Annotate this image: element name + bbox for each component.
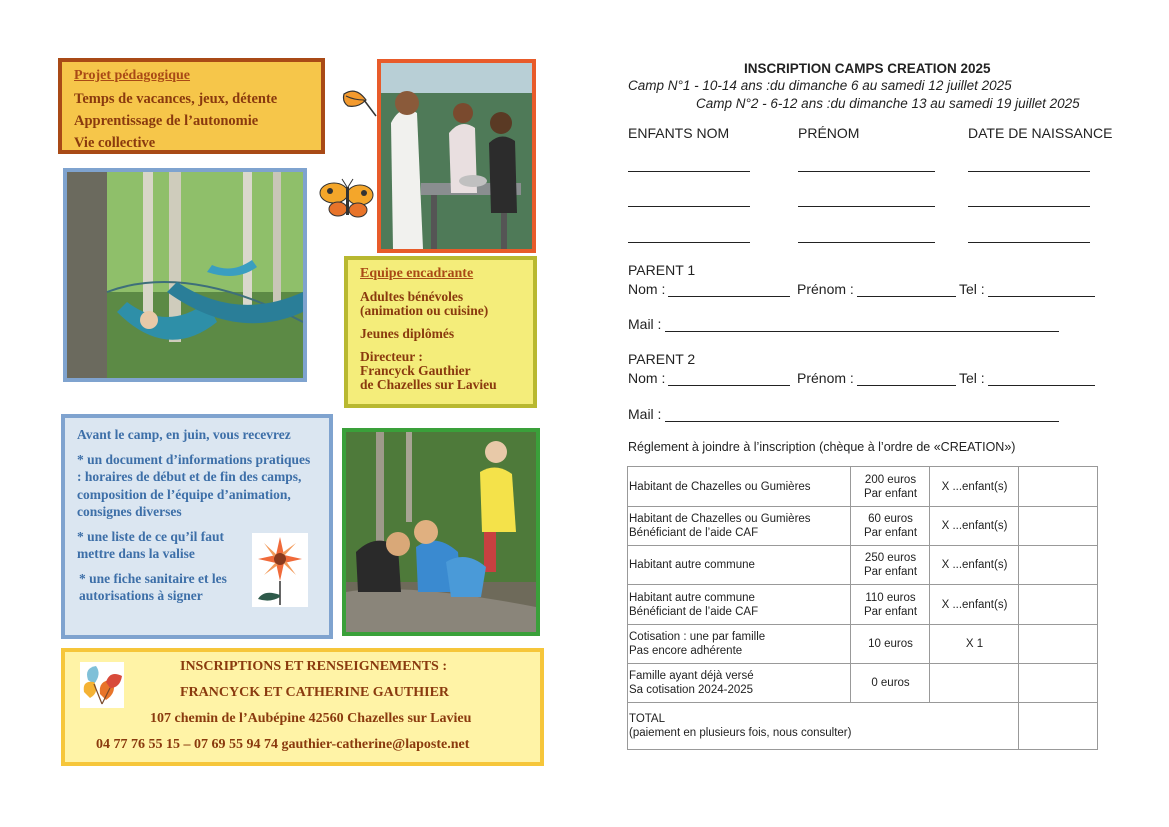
- projet-item: Temps de vacances, jeux, détente: [74, 91, 278, 107]
- child2-nom-field[interactable]: [628, 206, 750, 207]
- fee-price: 110 euros Par enfant: [851, 585, 930, 625]
- parent2-prenom-field[interactable]: [857, 385, 956, 386]
- directeur-label: Directeur :: [360, 349, 423, 364]
- fee-multiplier: X ...enfant(s): [930, 546, 1019, 585]
- fees-table: [627, 466, 1098, 750]
- camp2-dates: Camp N°2 - 6-12 ans :du dimanche 13 au samedi 19 juillet 2025: [696, 96, 1080, 111]
- parent1-tel-field[interactable]: [988, 296, 1095, 297]
- parent1-mail-label: Mail :: [628, 316, 662, 332]
- child1-nom-field[interactable]: [628, 171, 750, 172]
- child2-prenom-field[interactable]: [798, 206, 935, 207]
- camp1-dates: Camp N°1 - 10-14 ans :du dimanche 6 au samedi 12 juillet 2025: [628, 78, 1012, 93]
- equipe-directeur: [360, 350, 521, 392]
- fee-total-row: [628, 703, 1098, 750]
- projet-pedagogique-box: [58, 58, 325, 154]
- parent2-nom-field[interactable]: [668, 385, 790, 386]
- fee-price: 10 euros: [851, 625, 930, 664]
- fee-label: Habitant autre commune Bénéficiant de l’aide CAF: [628, 585, 851, 625]
- parent1-nom-field[interactable]: [668, 296, 790, 297]
- fee-label: Habitant autre commune: [628, 546, 851, 585]
- equipe-benevoles: Adultes bénévoles (animation ou cuisine): [360, 289, 489, 318]
- parent2-heading: PARENT 2: [628, 351, 696, 367]
- directeur-town: de Chazelles sur Lavieu: [360, 377, 497, 392]
- child3-nom-field[interactable]: [628, 242, 750, 243]
- photo-kids-stream: [342, 428, 540, 636]
- photo-cooking: [377, 59, 536, 253]
- reglement-note: Réglement à joindre à l’inscription (chèque à l’ordre de «CREATION»): [628, 440, 1016, 454]
- inscriptions-box: [61, 648, 544, 766]
- fee-label: Cotisation : une par famille Pas encore adhérente: [628, 625, 851, 664]
- leaf-icon: [340, 86, 380, 122]
- parent2-nom-label: Nom :: [628, 370, 666, 386]
- fee-row: [628, 625, 1098, 664]
- parent2-mail-label: Mail :: [628, 406, 662, 422]
- parent2-mail-field[interactable]: [665, 421, 1059, 422]
- projet-title: Projet pédagogique: [74, 68, 191, 83]
- parent2-tel-field[interactable]: [988, 385, 1095, 386]
- equipe-encadrante-box: [344, 256, 537, 408]
- projet-item: Apprentissage de l’autonomie: [74, 113, 259, 129]
- parent2-tel-label: Tel :: [959, 370, 985, 386]
- fee-price: 250 euros Par enfant: [851, 546, 930, 585]
- parent1-nom-label: Nom :: [628, 281, 666, 297]
- insc-contact: 04 77 76 55 15 – 07 69 55 94 74 gauthier-catherine@laposte.net: [96, 737, 470, 752]
- flower-icon: [252, 533, 308, 607]
- avant-item-liste: * une liste de ce qu’il faut mettre dans la valise: [77, 528, 224, 561]
- fee-multiplier: X ...enfant(s): [930, 585, 1019, 625]
- col-header-nom: ENFANTS NOM: [628, 125, 730, 141]
- projet-item: Vie collective: [74, 135, 156, 151]
- col-header-prenom: PRÉNOM: [798, 125, 860, 141]
- fee-price: 60 euros Par enfant: [851, 507, 930, 546]
- avant-item-fiche: * une fiche sanitaire et les autorisations à signer: [79, 570, 227, 603]
- fee-amount-cell[interactable]: [1019, 467, 1098, 507]
- fee-row: [628, 507, 1098, 546]
- insc-names: FRANCYCK ET CATHERINE GAUTHIER: [180, 685, 450, 700]
- forest-hammock-image: [67, 172, 303, 378]
- cooking-image: [381, 63, 532, 249]
- parent1-heading: PARENT 1: [628, 262, 696, 278]
- child1-date-field[interactable]: [968, 171, 1090, 172]
- fee-label: Habitant de Chazelles ou Gumières Bénéficiant de l’aide CAF: [628, 507, 851, 546]
- avant-intro: Avant le camp, en juin, vous recevrez: [77, 427, 291, 442]
- child1-prenom-field[interactable]: [798, 171, 935, 172]
- equipe-title: Equipe encadrante: [360, 266, 474, 281]
- child3-prenom-field[interactable]: [798, 242, 935, 243]
- child2-date-field[interactable]: [968, 206, 1090, 207]
- fee-row: [628, 664, 1098, 703]
- fee-label: Habitant de Chazelles ou Gumières: [628, 467, 851, 507]
- child3-date-field[interactable]: [968, 242, 1090, 243]
- fee-price: 200 euros Par enfant: [851, 467, 930, 507]
- equipe-diplomes: Jeunes diplômés: [360, 326, 455, 341]
- parent1-prenom-field[interactable]: [857, 296, 956, 297]
- fee-amount-cell[interactable]: [1019, 585, 1098, 625]
- fee-row: [628, 546, 1098, 585]
- fee-multiplier: X ...enfant(s): [930, 507, 1019, 546]
- parent1-prenom-label: Prénom :: [797, 281, 854, 297]
- fee-multiplier: X 1: [930, 625, 1019, 664]
- fee-amount-cell[interactable]: [1019, 664, 1098, 703]
- directeur-name: Francyck Gauthier: [360, 363, 471, 378]
- insc-title: INSCRIPTIONS ET RENSEIGNEMENTS :: [180, 659, 447, 674]
- insc-address: 107 chemin de l’Aubépine 42560 Chazelles sur Lavieu: [150, 711, 472, 726]
- butterfly-icon: [318, 177, 376, 221]
- fee-row: [628, 585, 1098, 625]
- fee-price: 0 euros: [851, 664, 930, 703]
- kids-stream-image: [346, 432, 536, 632]
- fee-total-cell[interactable]: [1019, 703, 1098, 750]
- photo-hammocks: [63, 168, 307, 382]
- fee-label: Famille ayant déjà versé Sa cotisation 2024-2025: [628, 664, 851, 703]
- col-header-date: DATE DE NAISSANCE: [968, 125, 1113, 141]
- avant-item-document: * un document d’informations pratiques : horaires de début et de fin des camps, composition de l’équipe d’animation, consignes diverses: [77, 451, 311, 519]
- parent1-tel-label: Tel :: [959, 281, 985, 297]
- form-title: INSCRIPTION CAMPS CREATION 2025: [744, 61, 991, 76]
- fee-amount-cell[interactable]: [1019, 546, 1098, 585]
- autumn-leaves-icon: [80, 662, 124, 708]
- parent2-prenom-label: Prénom :: [797, 370, 854, 386]
- fee-multiplier: X ...enfant(s): [930, 467, 1019, 507]
- fee-row: [628, 467, 1098, 507]
- fee-total-label: TOTAL (paiement en plusieurs fois, nous consulter): [628, 703, 1019, 750]
- fee-multiplier: [930, 664, 1019, 703]
- fee-amount-cell[interactable]: [1019, 625, 1098, 664]
- parent1-mail-field[interactable]: [665, 331, 1059, 332]
- fee-amount-cell[interactable]: [1019, 507, 1098, 546]
